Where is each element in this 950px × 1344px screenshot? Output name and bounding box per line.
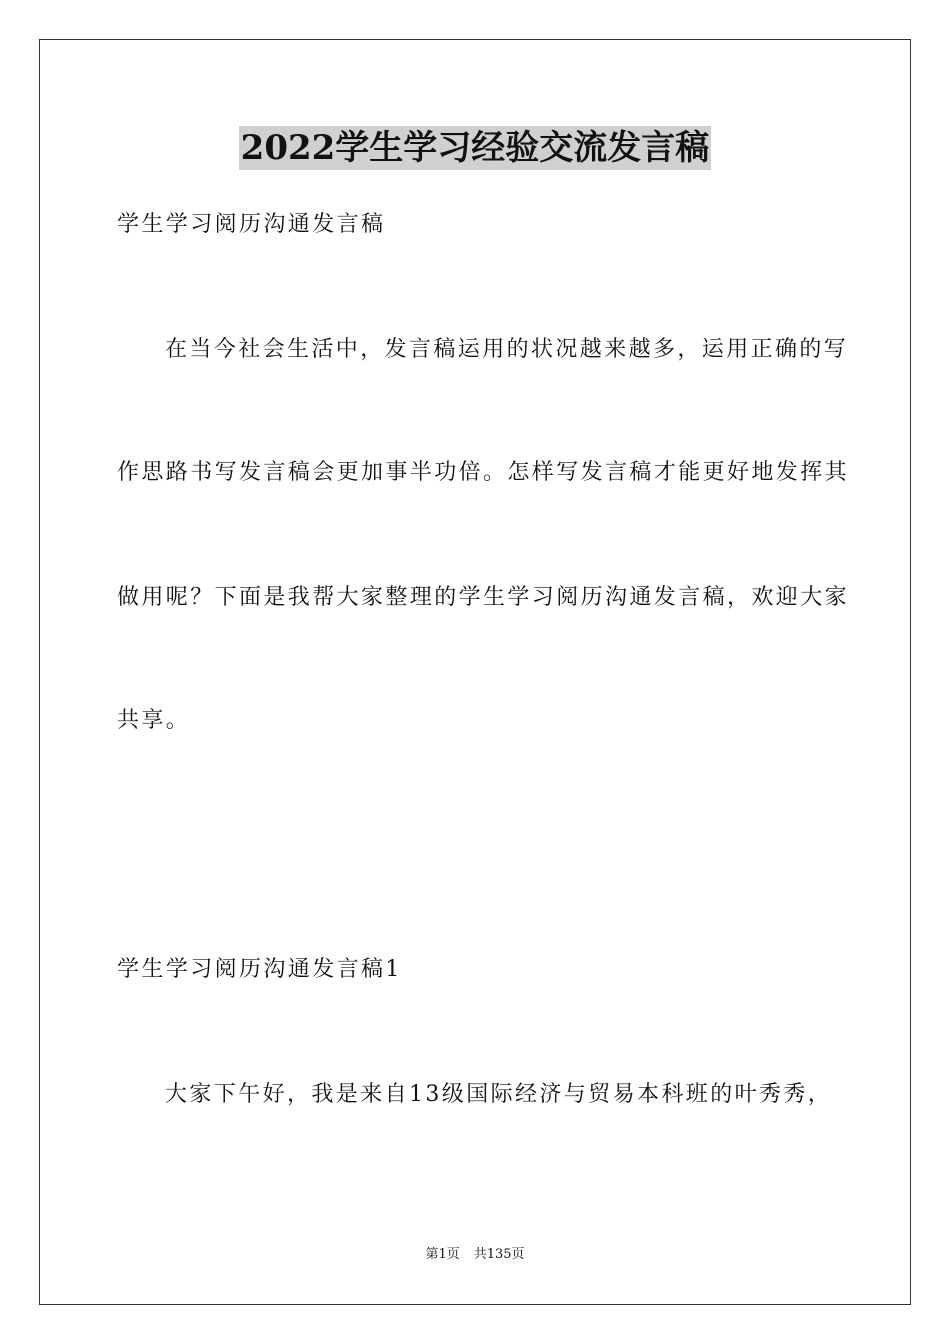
document-title: 2022学生学习经验交流发言稿 [240, 128, 710, 168]
paragraph-line-5: 大家下午好，我是来自13级国际经济与贸易本科班的叶秀秀， [165, 1082, 833, 1107]
page-total: 共135页 [473, 1247, 525, 1262]
paragraph-line-3: 做用呢？下面是我帮大家整理的学生学习阅历沟通发言稿，欢迎大家 [117, 585, 850, 610]
paragraph-line-4: 共享。 [117, 708, 191, 733]
page-number: 第1页 [425, 1247, 460, 1262]
section-heading-1: 学生学习阅历沟通发言稿1 [117, 957, 402, 982]
subtitle-line: 学生学习阅历沟通发言稿 [117, 212, 386, 237]
page-footer [0, 1246, 950, 1264]
paragraph-line-1: 在当今社会生活中，发言稿运用的状况越来越多，运用正确的写 [165, 337, 849, 362]
paragraph-line-2: 作思路书写发言稿会更加事半功倍。怎样写发言稿才能更好地发挥其 [117, 460, 850, 485]
title-container [0, 126, 950, 170]
